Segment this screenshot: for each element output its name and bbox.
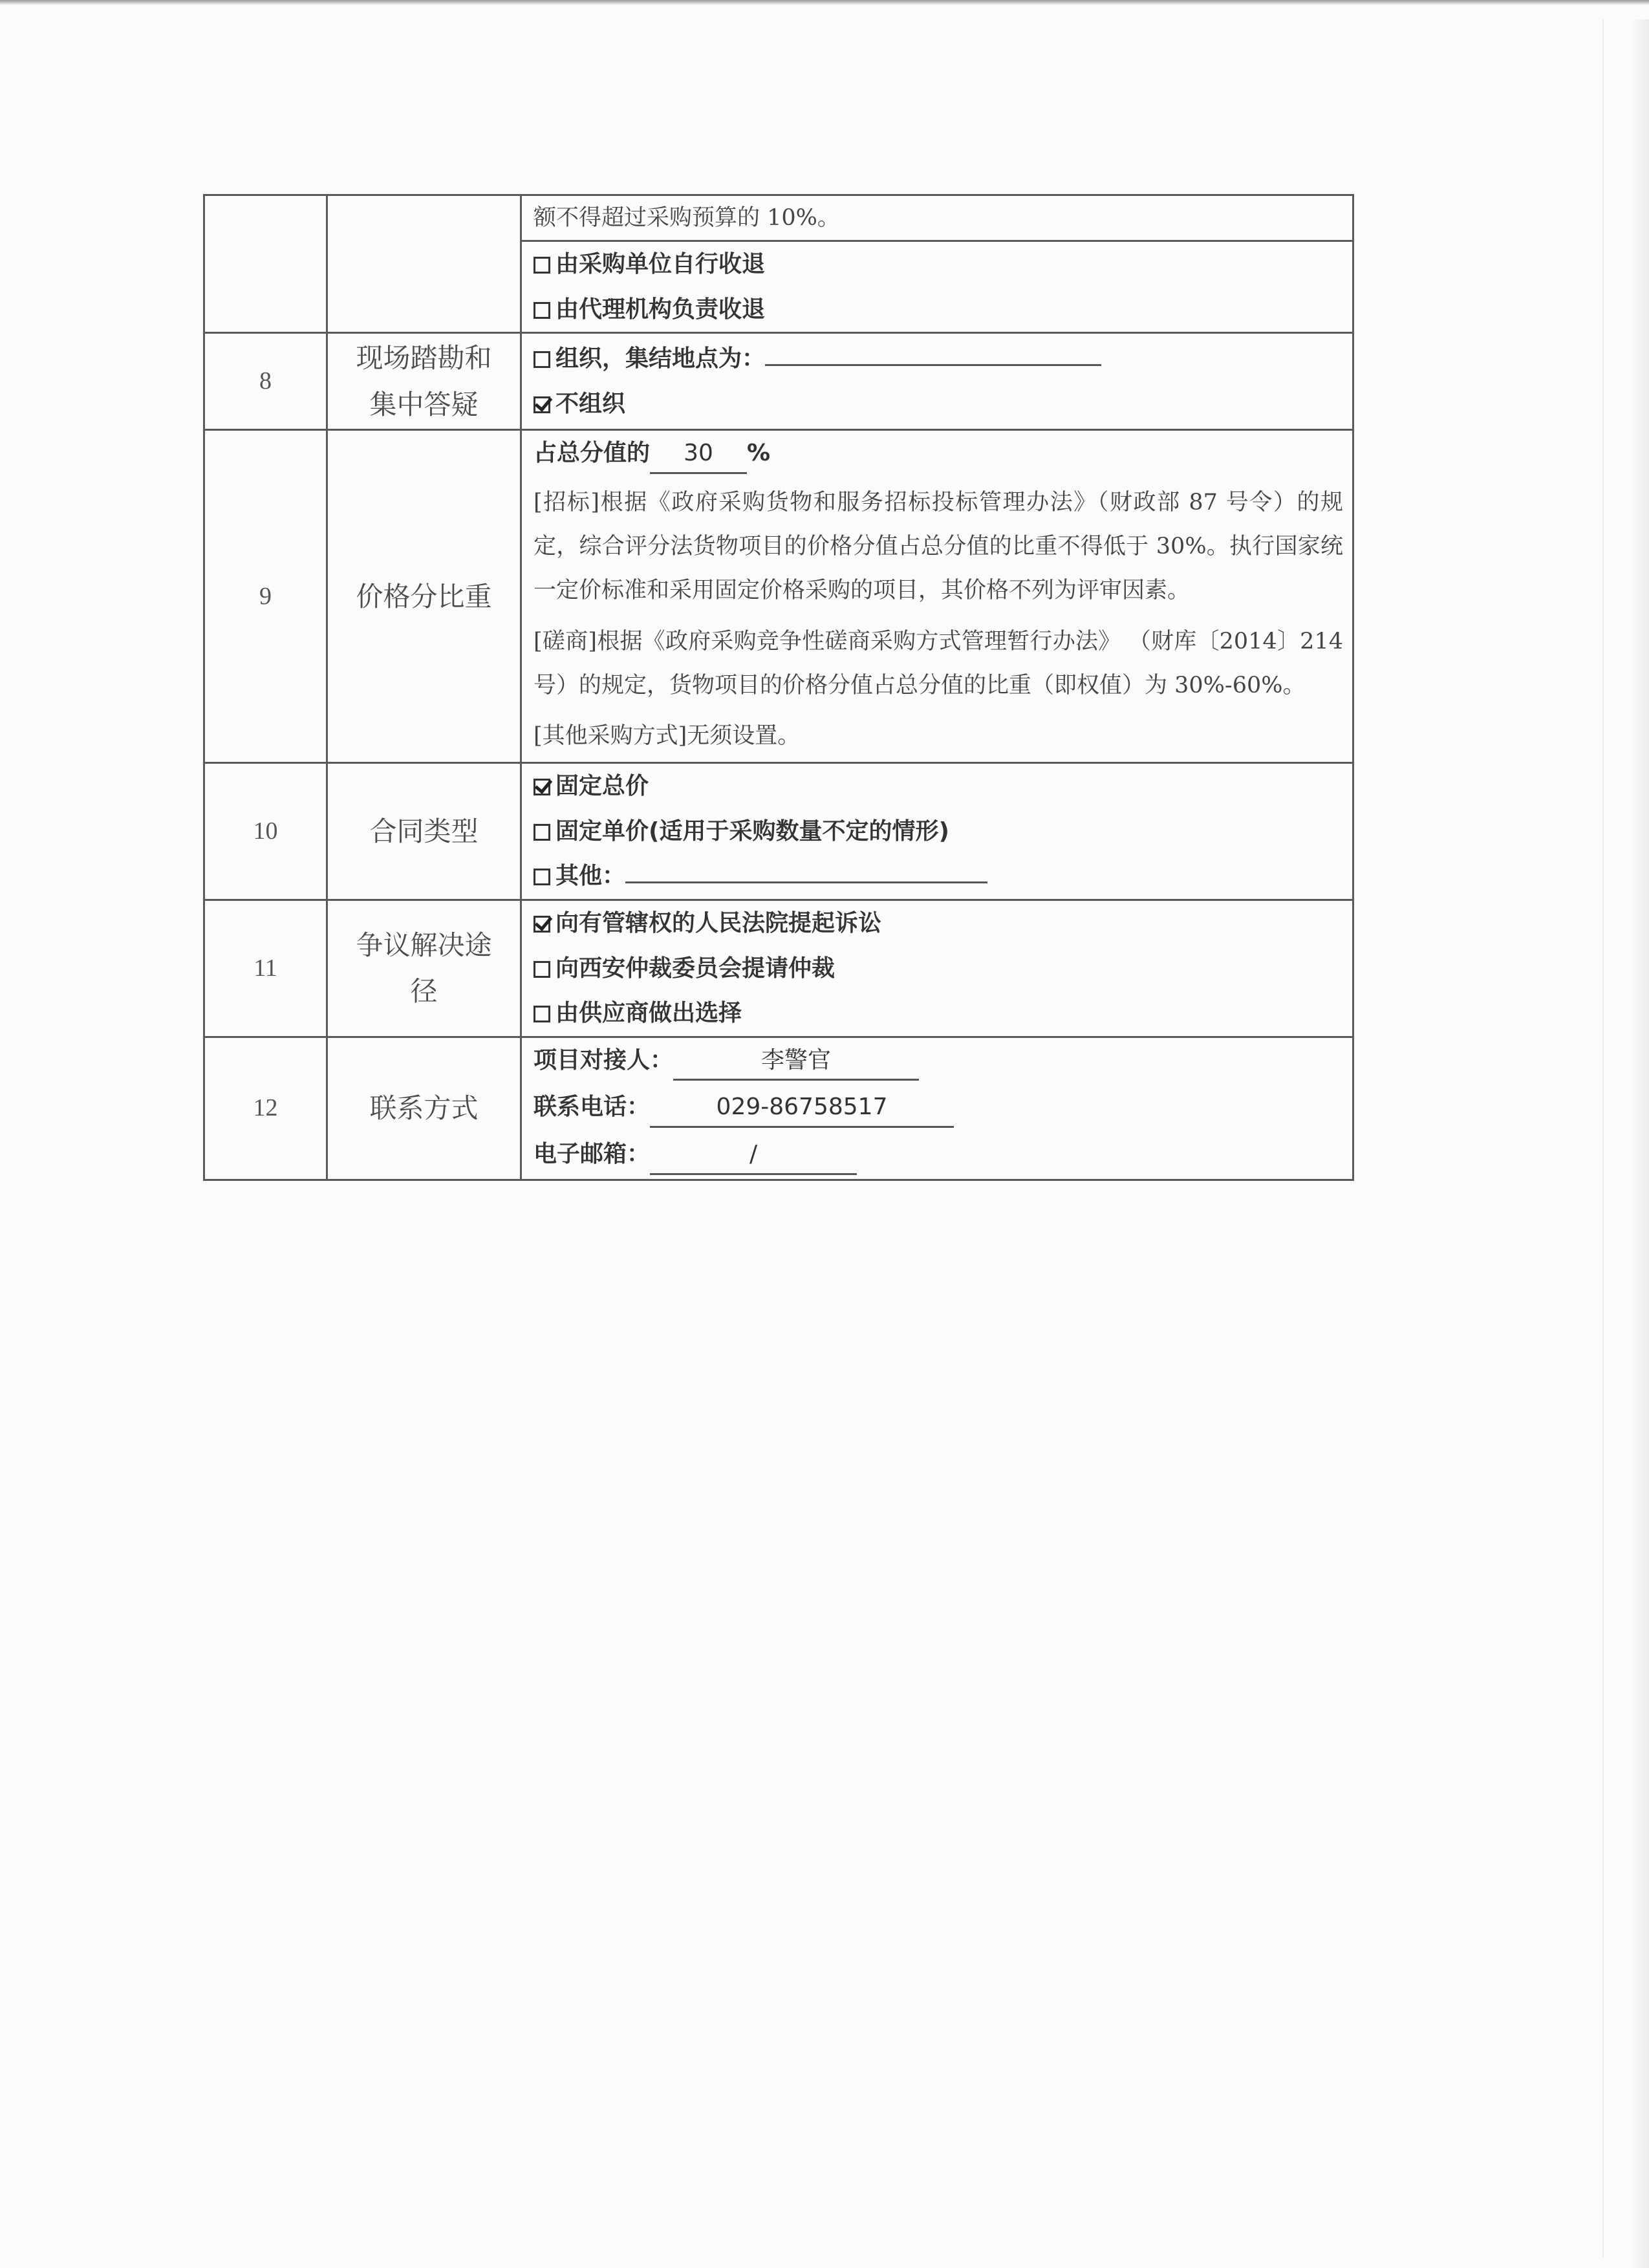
row-content xyxy=(521,430,1353,763)
price-weight-value-field[interactable]: 30 xyxy=(650,435,747,474)
scan-edge-top xyxy=(0,0,1649,5)
scan-page-edge xyxy=(1602,19,1604,2257)
negotiation-rule-paragraph: [磋商]根据《政府采购竞争性磋商采购方式管理暂行办法》 （财库〔2014〕214 号）的规定，货物项目的价格分值占总分值的比重（即权值）为 30%-60%。 xyxy=(534,628,1343,698)
row-number: 11 xyxy=(204,900,327,1037)
table-row-8 xyxy=(204,333,1353,430)
row-item-site-visit: 现场踏勘和 集中答疑 xyxy=(327,333,521,430)
table-row-10 xyxy=(204,763,1353,900)
row-number: 10 xyxy=(204,763,327,900)
contact-phone-line: 联系电话： 029-86758517 xyxy=(522,1085,1352,1132)
checkbox-unchecked-icon[interactable] xyxy=(534,302,550,319)
table-row-11 xyxy=(204,900,1353,1037)
option-organize[interactable]: 组织，集结地点为： xyxy=(522,336,1352,382)
option-refund-by-unit[interactable]: 由采购单位自行收退 xyxy=(522,242,1352,287)
row-item-contact: 联系方式 xyxy=(327,1037,521,1180)
row-content xyxy=(521,900,1353,1037)
row-number: 12 xyxy=(204,1037,327,1180)
checkbox-unchecked-icon[interactable] xyxy=(534,961,550,978)
checkbox-checked-icon[interactable] xyxy=(534,396,550,413)
option-arbitration[interactable]: 向西安仲裁委员会提请仲裁 xyxy=(522,946,1352,991)
option-other-contract[interactable]: 其他： xyxy=(522,854,1352,899)
row-content xyxy=(521,1037,1353,1180)
row-content xyxy=(521,763,1353,900)
checkbox-unchecked-icon[interactable] xyxy=(534,1006,550,1022)
procurement-info-table xyxy=(203,194,1354,1181)
other-contract-field[interactable] xyxy=(625,881,987,883)
contact-person-field[interactable]: 李警官 xyxy=(673,1042,919,1081)
checkbox-unchecked-icon[interactable] xyxy=(534,257,550,274)
row-content xyxy=(521,333,1353,430)
checkbox-checked-icon[interactable] xyxy=(534,779,550,795)
tender-rule-paragraph: [招标]根据《政府采购货物和服务招标投标管理办法》（财政部 87 号令）的规定，综合评分法货物项目的价格分值占总分值的比重不得低于 30%。执行国家统一定价标准和采用固定价格采购的项目，其价格不列为评审因素。 xyxy=(534,489,1343,604)
scan-edge-right xyxy=(1630,19,1649,2268)
row-number-cell xyxy=(204,195,327,333)
checkbox-unchecked-icon[interactable] xyxy=(534,351,550,368)
contact-phone-field[interactable]: 029-86758517 xyxy=(650,1088,954,1128)
option-supplier-choice[interactable]: 由供应商做出选择 xyxy=(522,991,1352,1036)
row-item-dispute-resolution: 争议解决途 径 xyxy=(327,900,521,1037)
other-method-paragraph: [其他采购方式]无须设置。 xyxy=(534,723,801,750)
contact-person-line: 项目对接人： 李警官 xyxy=(522,1038,1352,1085)
row-number: 9 xyxy=(204,430,327,763)
table-row-12 xyxy=(204,1037,1353,1180)
meeting-location-field[interactable] xyxy=(765,364,1101,366)
contact-email-line: 电子邮箱： / xyxy=(522,1132,1352,1179)
option-not-organize[interactable]: 不组织 xyxy=(522,382,1352,427)
option-refund-by-agency[interactable]: 由代理机构负责收退 xyxy=(522,287,1352,332)
row-item-contract-type: 合同类型 xyxy=(327,763,521,900)
option-court-litigation[interactable]: 向有管辖权的人民法院提起诉讼 xyxy=(522,901,1352,946)
row-content-cell xyxy=(521,195,1353,333)
checkbox-unchecked-icon[interactable] xyxy=(534,869,550,885)
row-number: 8 xyxy=(204,333,327,430)
price-weight-line: 占总分值的 30 % xyxy=(522,431,1352,478)
row-item-cell xyxy=(327,195,521,333)
checkbox-unchecked-icon[interactable] xyxy=(534,824,550,841)
table-row-7-continued xyxy=(204,195,1353,333)
option-fixed-unit-price[interactable]: 固定单价(适用于采购数量不定的情形) xyxy=(522,809,1352,854)
row-item-price-weight: 价格分比重 xyxy=(327,430,521,763)
table-row-9 xyxy=(204,430,1353,763)
contact-email-field[interactable]: / xyxy=(650,1136,857,1175)
checkbox-checked-icon[interactable] xyxy=(534,916,550,933)
option-fixed-total-price[interactable]: 固定总价 xyxy=(522,764,1352,809)
deposit-limit-text: 额不得超过采购预算的 10%。 xyxy=(522,196,1352,242)
